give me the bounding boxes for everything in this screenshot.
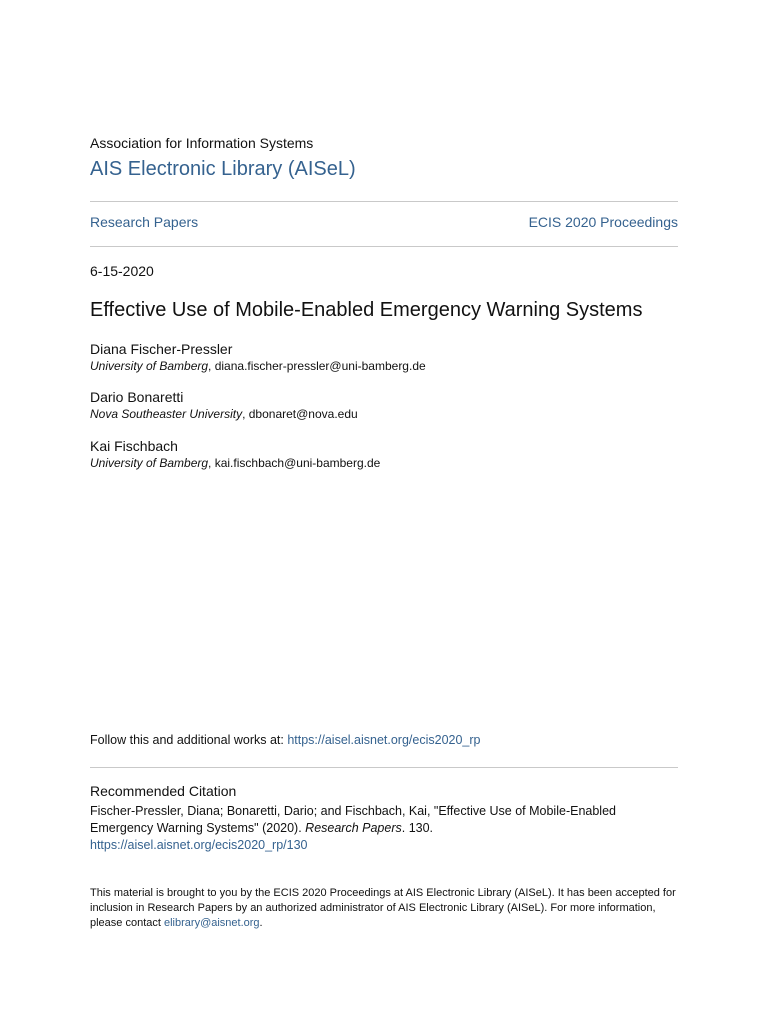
divider-citation [90, 767, 678, 768]
author-affiliation-line [90, 455, 678, 472]
notice-suffix: . [259, 917, 263, 929]
collection-nav [90, 214, 678, 230]
divider-top [90, 201, 678, 202]
access-notice [90, 886, 678, 931]
author-affiliation: University of Bamberg [90, 359, 209, 373]
author-affiliation: University of Bamberg [90, 456, 209, 470]
author-email: , kai.fischbach@uni-bamberg.de [208, 456, 381, 470]
research-papers-link[interactable]: Research Papers [90, 214, 199, 230]
author-block [90, 438, 678, 472]
library-link[interactable]: AIS Electronic Library (AISeL) [90, 158, 356, 180]
citation-heading: Recommended Citation [90, 783, 237, 799]
author-affiliation: Nova Southeaster University [90, 407, 243, 421]
citation-number: . 130. [401, 821, 434, 835]
author-name: Kai Fischbach [90, 438, 178, 454]
author-block [90, 341, 678, 375]
publication-date: 6-15-2020 [90, 263, 154, 279]
divider-nav [90, 246, 678, 247]
proceedings-link[interactable]: ECIS 2020 Proceedings [528, 214, 678, 230]
citation-link[interactable]: https://aisel.aisnet.org/ecis2020_rp/130 [90, 838, 308, 852]
follow-link[interactable]: https://aisel.aisnet.org/ecis2020_rp [287, 733, 481, 747]
notice-text: This material is brought to you by the ECIS 2020 Proceedings at AIS Electronic Library (AISeL). It has been accepted for inclusion in Research Papers by an authorized administrator of AIS Electronic Library (AISeL). For more information, please contact [90, 887, 676, 929]
paper-title: Effective Use of Mobile-Enabled Emergency Warning Systems [90, 299, 643, 321]
citation-block [90, 803, 678, 854]
author-affiliation-line [90, 406, 678, 423]
author-email: , dbonaret@nova.edu [242, 407, 358, 421]
cover-page [90, 0, 678, 1024]
author-name: Diana Fischer-Pressler [90, 341, 233, 357]
organization-name: Association for Information Systems [90, 135, 314, 151]
author-email: , diana.fischer-pressler@uni-bamberg.de [208, 359, 426, 373]
follow-prefix: Follow this and additional works at: [90, 733, 288, 747]
author-affiliation-line [90, 358, 678, 375]
citation-series: Research Papers [305, 821, 402, 835]
citation-text: Fischer-Pressler, Diana; Bonaretti, Dario; and Fischbach, Kai, "Effective Use of Mobile-Enabled Emergency Warning Systems" (2020). [90, 804, 616, 835]
author-name: Dario Bonaretti [90, 389, 184, 405]
contact-email-link[interactable]: elibrary@aisnet.org [164, 917, 260, 929]
author-block [90, 389, 678, 423]
follow-line [90, 733, 481, 747]
